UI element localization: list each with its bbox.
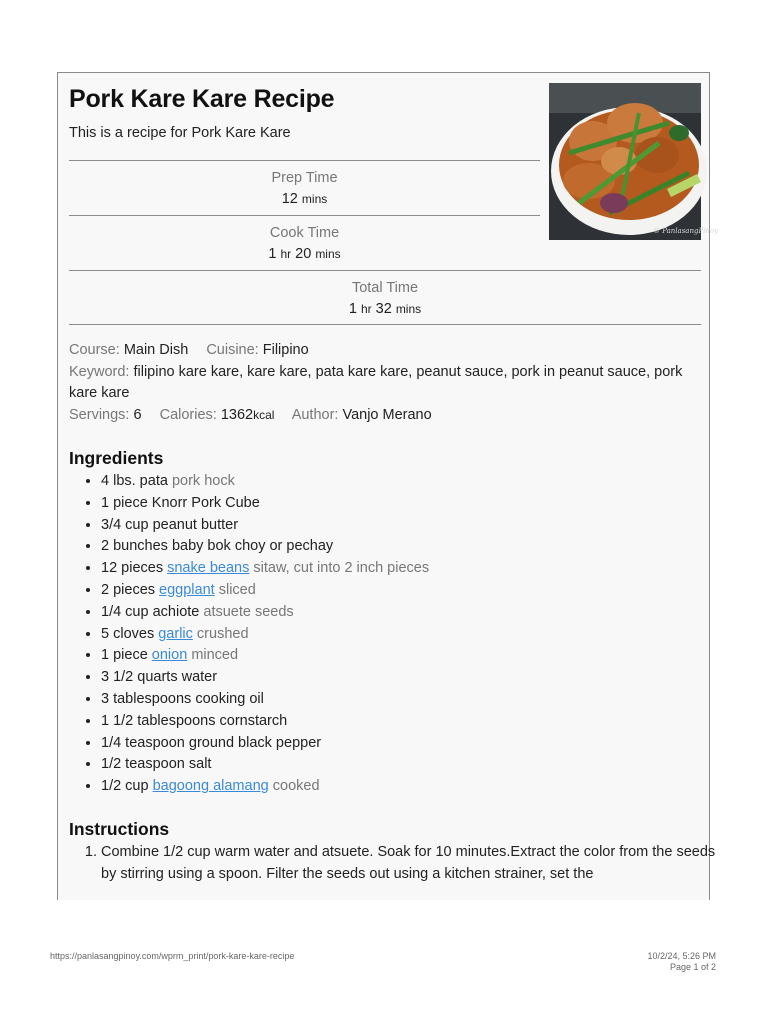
ingredients-list: [69, 471, 429, 798]
ingredient-link[interactable]: eggplant: [159, 581, 215, 598]
ingredient-note: sitaw, cut into 2 inch pieces: [253, 560, 430, 577]
ingredient-amount: 1/2 teaspoon salt: [101, 756, 212, 773]
ingredient-item: [101, 558, 429, 580]
cook-time-minutes-unit: mins: [315, 247, 341, 261]
footer-url: https://panlasangpinoy.com/wprm_print/pork-kare-kare-recipe: [50, 951, 295, 961]
ingredient-amount: 1 1/2 tablespoons cornstarch: [101, 712, 288, 729]
ingredient-item: [101, 602, 429, 624]
prep-time-label: Prep Time: [271, 170, 338, 186]
ingredient-note: pork hock: [171, 473, 235, 489]
recipe-card: [57, 72, 719, 900]
ingredient-amount: 3 tablespoons cooking oil: [101, 690, 264, 707]
servings-label: Servings:: [69, 407, 130, 424]
ingredient-note: cooked: [272, 778, 320, 795]
ingredient-amount: 1/2 cup: [101, 778, 149, 795]
meta-row-servings: [69, 405, 689, 427]
ingredient-note: crushed: [196, 625, 249, 642]
ingredient-item: [101, 493, 429, 515]
meta-row-keyword: [69, 362, 689, 405]
instructions-heading: Instructions: [69, 819, 170, 839]
recipe-title: Pork Kare Kare Recipe: [69, 85, 335, 113]
ingredient-amount: 3/4 cup peanut butter: [101, 516, 239, 533]
cook-time: [69, 215, 540, 270]
recipe-summary: This is a recipe for Pork Kare Kare: [69, 125, 291, 141]
ingredient-amount: 1 piece Knorr Pork Cube: [101, 494, 260, 511]
keyword-label: Keyword:: [69, 363, 130, 380]
ingredient-note: minced: [191, 647, 239, 664]
recipe-meta: [69, 340, 689, 427]
footer-page-number: Page 1 of 2: [669, 962, 716, 972]
cook-time-label: Cook Time: [269, 225, 340, 241]
total-time-minutes: 32: [375, 301, 392, 317]
footer-info: [647, 951, 716, 973]
cook-time-minutes: 20: [295, 246, 312, 262]
total-time-minutes-unit: mins: [395, 302, 422, 316]
prep-time-unit: mins: [301, 192, 328, 206]
ingredient-item: [101, 536, 429, 558]
ingredient-item: [101, 754, 429, 776]
ingredient-item: [101, 667, 429, 689]
ingredient-item: [101, 580, 429, 602]
instructions-list: [69, 841, 721, 885]
photo-watermark: © PanlasangPinoy: [653, 227, 719, 235]
ingredient-link[interactable]: onion: [151, 647, 188, 664]
footer-datetime: 10/2/24, 5:26 PM: [647, 951, 716, 961]
servings-value: 6: [133, 407, 142, 424]
ingredient-note: sliced: [218, 581, 256, 598]
ingredient-amount: 1/4 teaspoon ground black pepper: [101, 734, 322, 751]
keyword-value: filipino kare kare, kare kare, pata kare kare, peanut sauce, pork in peanut sauce, pork kare kare: [69, 363, 683, 402]
calories-unit: kcal: [253, 408, 275, 423]
prep-time-value: [69, 188, 540, 210]
cook-time-hours-unit: hr: [280, 247, 292, 261]
author-label: Author:: [291, 407, 339, 424]
meta-row-course: [69, 340, 689, 362]
ingredient-item: [101, 645, 429, 667]
ingredient-amount: 2 bunches baby bok choy or pechay: [101, 538, 334, 555]
ingredient-amount: 5 cloves: [101, 625, 155, 642]
cuisine-value: Filipino: [262, 342, 309, 358]
ingredient-item: [101, 711, 429, 733]
ingredient-amount: 2 pieces: [101, 581, 156, 598]
ingredient-link[interactable]: snake beans: [167, 560, 250, 577]
ingredient-item: [101, 689, 429, 711]
ingredient-item: [101, 624, 429, 646]
prep-time: [69, 160, 540, 215]
prep-time-minutes: 12: [281, 191, 298, 207]
ingredient-item: [101, 776, 429, 798]
ingredients-heading: Ingredients: [69, 448, 164, 468]
instruction-step: 1. Combine 1/2 cup warm water and atsuete. Soak for 10 minutes.Extract the color from the seeds by stirring using a spoon. Filter the seeds out using a kitchen strainer, set the: [101, 841, 721, 885]
author-value: Vanjo Merano: [342, 407, 432, 424]
total-time-hours-unit: hr: [360, 302, 372, 316]
ingredient-amount: 3 1/2 quarts water: [101, 669, 218, 686]
recipe-times: [69, 160, 701, 325]
course-value: Main Dish: [123, 342, 189, 358]
ingredient-item: [101, 471, 429, 493]
cook-time-value: [69, 243, 540, 265]
cook-time-hours: 1: [268, 246, 277, 262]
ingredient-link[interactable]: bagoong alamang: [152, 778, 269, 795]
ingredient-amount: 12 pieces: [101, 560, 164, 577]
ingredient-note: atsuete seeds: [203, 603, 294, 620]
ingredient-item: [101, 733, 429, 755]
ingredient-link[interactable]: garlic: [158, 625, 193, 642]
calories-value: 1362: [220, 407, 254, 424]
total-time: [69, 270, 701, 325]
total-time-hours: 1: [348, 301, 357, 317]
total-time-value: [69, 298, 701, 320]
ingredient-amount: 1/4 cup achiote: [101, 603, 200, 620]
cuisine-label: Cuisine:: [206, 342, 259, 358]
ingredient-amount: 1 piece: [101, 647, 148, 664]
ingredient-amount: 4 lbs. pata: [101, 473, 168, 489]
calories-label: Calories:: [159, 407, 217, 424]
ingredient-item: [101, 515, 429, 537]
total-time-label: Total Time: [351, 280, 419, 296]
course-label: Course:: [69, 342, 120, 358]
